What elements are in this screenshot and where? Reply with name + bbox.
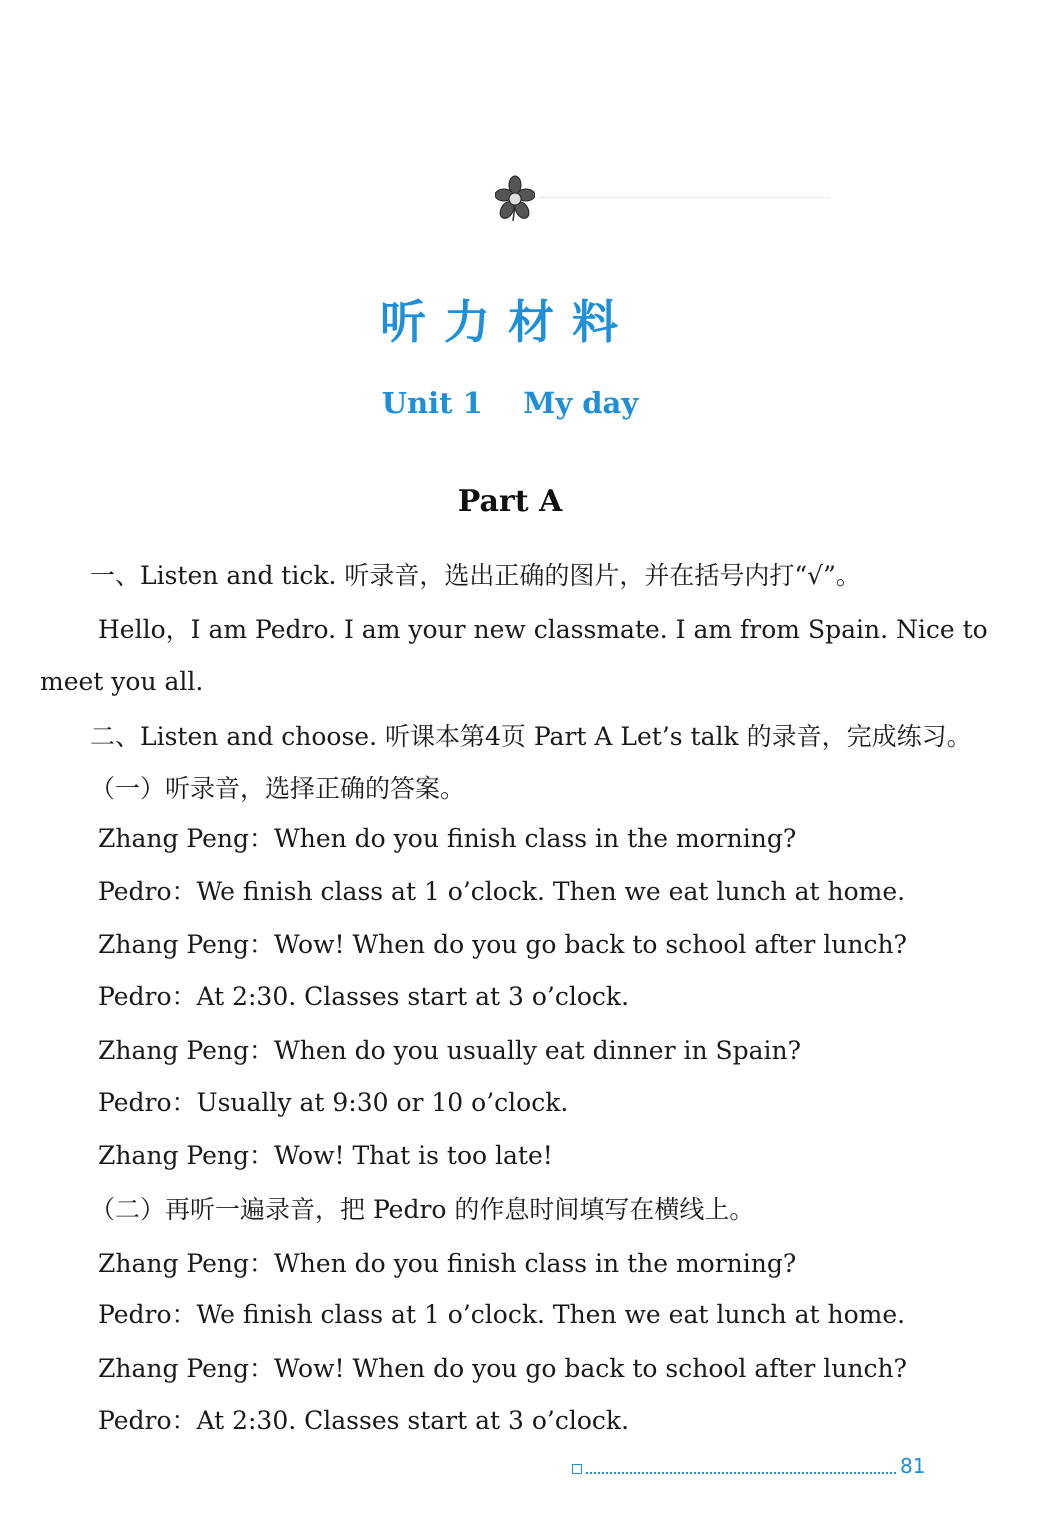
exercise-one-instruction: 一、Listen and tick. 听录音，选出正确的图片，并在括号内打“√”。 [90,561,861,590]
dialogue-line: Pedro：Usually at 9:30 or 10 o’clock. [98,1088,569,1117]
dialogue-line: Zhang Peng：Wow! When do you go back to school after lunch? [98,930,907,959]
footer-square-icon [572,1464,582,1474]
ornament-divider [540,197,830,198]
dialogue-line: Zhang Peng：When do you finish class in the morning? [98,824,797,853]
page-title: 听力材料 [380,295,636,349]
sub-instruction: （一）听录音，选择正确的答案。 [90,774,466,803]
sub-instruction: （二）再听一遍录音，把 Pedro 的作息时间填写在横线上。 [90,1195,755,1224]
dialogue-line: Zhang Peng：When do you usually eat dinner in Spain? [98,1036,802,1065]
exercise-two-instruction: 二、Listen and choose. 听课本第4页 Part A Let’s talk 的录音，完成练习。 [90,722,972,751]
dialogue-line: Pedro：We finish class at 1 o’clock. Then we eat lunch at home. [98,1300,906,1329]
unit-title: Unit 1 My day [381,386,639,420]
dialogue-line: Pedro：At 2:30. Classes start at 3 o’clock. [98,982,630,1011]
dialogue-line: Zhang Peng：Wow! That is too late! [98,1141,553,1170]
page-footer [572,1454,932,1484]
flower-ornament-icon [495,175,535,223]
dialogue-line: Pedro：We finish class at 1 o’clock. Then we eat lunch at home. [98,877,906,906]
part-heading: Part A [457,484,563,519]
dialogue-line: Zhang Peng：When do you finish class in the morning? [98,1249,797,1278]
footer-dotted-line [586,1472,896,1474]
paragraph-line: meet you all. [40,667,204,696]
paragraph-line: Hello，I am Pedro. I am your new classmate. I am from Spain. Nice to [98,615,988,644]
dialogue-line: Pedro：At 2:30. Classes start at 3 o’clock. [98,1406,630,1435]
page-number: 81 [900,1454,926,1478]
dialogue-line: Zhang Peng：Wow! When do you go back to school after lunch? [98,1354,907,1383]
